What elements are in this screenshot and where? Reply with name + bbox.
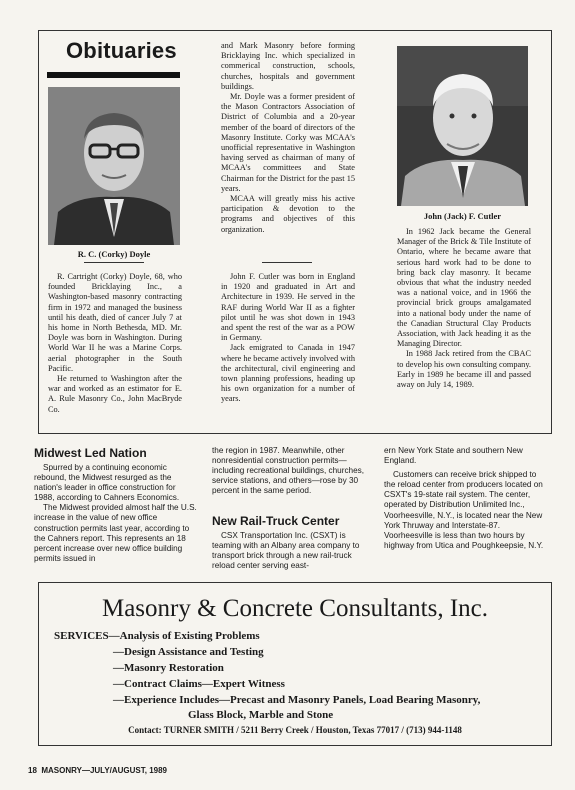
obituaries-title: Obituaries xyxy=(66,38,177,63)
paragraph: Mr. Doyle was a former president of the Mason Contractors Association of District of Columbia and a 20-year member of the board of directors of the Masonry Institute. Corky was MCAA's unofficial representative in Washington having served as chairman of many of MCAA's committees and State Chairman for the District for the past 15 years. xyxy=(221,92,355,193)
ad-service-line: —Experience Includes—Precast and Masonry Panels, Load Bearing Masonry, xyxy=(113,694,481,706)
portrait-image xyxy=(48,87,180,245)
paragraph: R. Cartright (Corky) Doyle, 68, who founded Bricklaying Inc., a Washington-based masonry contracting firm in 1972 and managed the business until his death, died of cancer July 7 at his home in North Bethesda, MD. Mr. Doyle was born in Washington. During World War II he was a Marine Corps. aerial photographer in the South Pacific. xyxy=(48,272,182,373)
paragraph: John F. Cutler was born in England in 1920 and graduated in Art and Architecture in 1939. He served in the RAF during World War II as a fighter pilot until he was shot down in 1943 and spent the rest of the war as a POW in Germany. xyxy=(221,272,355,343)
paragraph: the region in 1987. Meanwhile, other nonresidential construction permits—including recreational buildings, churches, service stations, and others—rose by 30 percent in the same period. xyxy=(212,446,365,496)
page-footer: 18 MASONRY—JULY/AUGUST, 1989 xyxy=(28,766,168,775)
doyle-text-col1 xyxy=(48,272,182,415)
ad-service-line: —Contract Claims—Expert Witness xyxy=(113,678,285,690)
railtruck-heading: New Rail-Truck Center xyxy=(212,514,340,528)
cutler-text-col3 xyxy=(397,227,531,390)
doyle-caption: R. C. (Corky) Doyle xyxy=(77,249,151,259)
paragraph: Spurred by a continuing economic rebound, the Midwest resurged as the nation's leader in office construction for 1988, according to Cahners Economics. xyxy=(34,463,180,503)
paragraph: In 1962 Jack became the General Manager of the Brick & Tile Institute of Ontario, where he became aware that serious hard work had to be done to bring back clay masonry. It became obvious that what the industry needed was a national voice, and in 1966 the provincial brick groups amalgamated into a national body under the name of the Canadian Structural Clay Products Association, with Jack heading it as the Managing Director. xyxy=(397,227,531,349)
title-rule xyxy=(47,72,180,78)
doyle-photo xyxy=(48,87,180,245)
section-divider xyxy=(262,262,312,263)
doyle-text-col2 xyxy=(221,41,355,235)
paragraph: Customers can receive brick shipped to the reload center from producers located on CSXT's 19-state rail system. The center, operated by Distribution Unlimited Inc., Voorheesville, N.Y., is located near the New York Thruway and Interstate-87. Voorheesville is less than two hours by highway from Utica and Poughkeepsie, N.Y. xyxy=(384,470,544,550)
ad-service-line: —Design Assistance and Testing xyxy=(113,646,264,658)
railtruck-text-col2 xyxy=(212,531,375,571)
cutler-photo xyxy=(397,46,528,206)
paragraph: Jack emigrated to Canada in 1947 where he became actively involved with the architectural, civil engineering and town planning professions, heading up his own organization for a number of years. xyxy=(221,343,355,404)
ad-contact: Contact: TURNER SMITH / 5211 Berry Creek / Houston, Texas 77017 / (713) 944-1148 xyxy=(128,725,462,735)
paragraph: ern New York State and southern New England. xyxy=(384,446,523,466)
cutler-caption: John (Jack) F. Cutler xyxy=(423,211,502,221)
paragraph: and Mark Masonry before forming Bricklaying Inc. which specialized in commerical construction, schools, churches, hospitals and government buildings. xyxy=(221,41,355,91)
paragraph: He returned to Washington after the war and worked as an estimator for E. A. Rule Masonry Co., John MacBryde Co. xyxy=(48,374,182,414)
paragraph: In 1988 Jack retired from the CBAC to develop his own consulting company. Early in 1989 he became ill and passed away on July 14, 1989. xyxy=(397,349,531,390)
ad-title: Masonry & Concrete Consultants, Inc. xyxy=(101,595,489,622)
portrait-image xyxy=(397,46,528,206)
midwest-heading: Midwest Led Nation xyxy=(34,446,147,460)
paragraph: The Midwest provided almost half the U.S. increase in the value of new office construction permits last year, according to the Cahners report. This represents an 18 percent increase over new office building permits issued in xyxy=(34,503,197,563)
caption-rule xyxy=(84,262,144,263)
ad-service-line: —Masonry Restoration xyxy=(113,662,224,674)
paragraph: CSX Transportation Inc. (CSXT) is teaming with an Albany area company to transport brick through a new rail-truck reload center serving east- xyxy=(212,531,360,571)
midwest-text-col1 xyxy=(34,463,197,564)
paragraph: MCAA will greatly miss his active participation & devotion to the programs and objectives of this organization. xyxy=(221,194,355,234)
midwest-text-col2 xyxy=(212,446,375,496)
ad-service-line: Glass Block, Marble and Stone xyxy=(188,709,334,721)
railtruck-text-col3 xyxy=(384,446,544,551)
ad-service-line: SERVICES—Analysis of Existing Problems xyxy=(54,630,260,642)
cutler-text-col2 xyxy=(221,272,355,405)
